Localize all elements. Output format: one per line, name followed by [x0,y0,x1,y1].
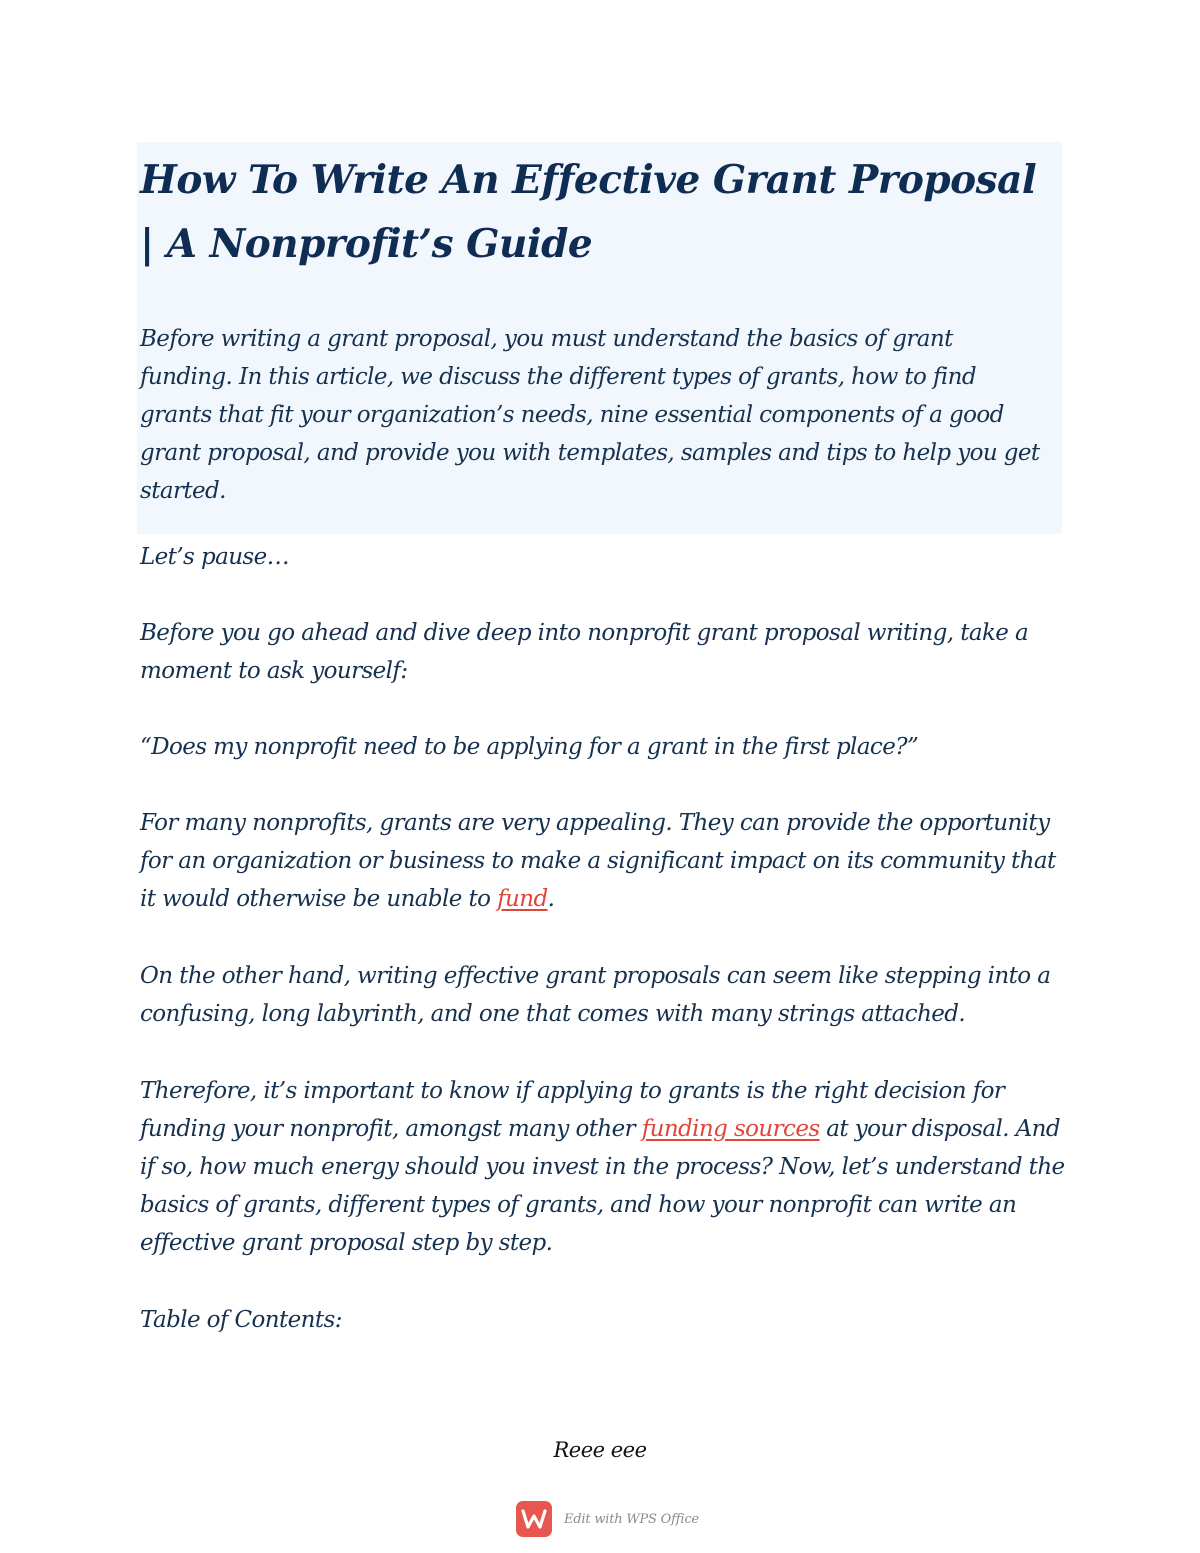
therefore-text: Therefore, it’s important to know if applying to grants is the right decision for funding your nonprofit, amongst many other [140,1078,1005,1142]
therefore-text-end: at your disposal. And if so, how much energy should you invest in the process? Now, let’s understand the basics of grants, different types of grants, and how your nonprofit can write an effective grant proposal step by step. [140,1116,1065,1256]
appeal-text-end: . [547,886,555,912]
before-paragraph: Before you go ahead and dive deep into nonprofit grant proposal writing, take a moment to ask yourself: [140,620,1029,684]
document-title: How To Write An Effective Grant Proposal | A Nonprofit’s Guide [140,157,1037,267]
other-hand-paragraph: On the other hand, writing effective grant proposals can seem like stepping into a confusing, long labyrinth, and one that comes with many strings attached. [140,963,1051,1027]
appeal-paragraph [140,804,1065,918]
signature-text: Reee eee [553,1438,647,1462]
wps-watermark[interactable] [516,1500,699,1538]
wps-watermark-text: Edit with WPS Office [564,1511,699,1527]
fund-link[interactable]: fund [497,886,548,912]
pause-paragraph: Let’s pause… [140,544,290,570]
table-of-contents-heading: Table of Contents: [140,1307,342,1333]
question-paragraph: “Does my nonprofit need to be applying for a grant in the first place?” [140,734,919,760]
wps-office-logo-icon [516,1501,552,1537]
funding-sources-link[interactable]: funding sources [641,1116,820,1142]
therefore-paragraph [140,1072,1065,1262]
intro-paragraph: Before writing a grant proposal, you must understand the basics of grant funding. In this article, we discuss the different types of grants, how to find grants that fit your organization’s needs, nine essential components of a good grant proposal, and provide you with templates, samples and tips to help you get started. [140,326,1040,504]
appeal-text: For many nonprofits, grants are very appealing. They can provide the opportunity for an organization or business to make a significant impact on its community that it would otherwise be unable to [140,810,1056,912]
